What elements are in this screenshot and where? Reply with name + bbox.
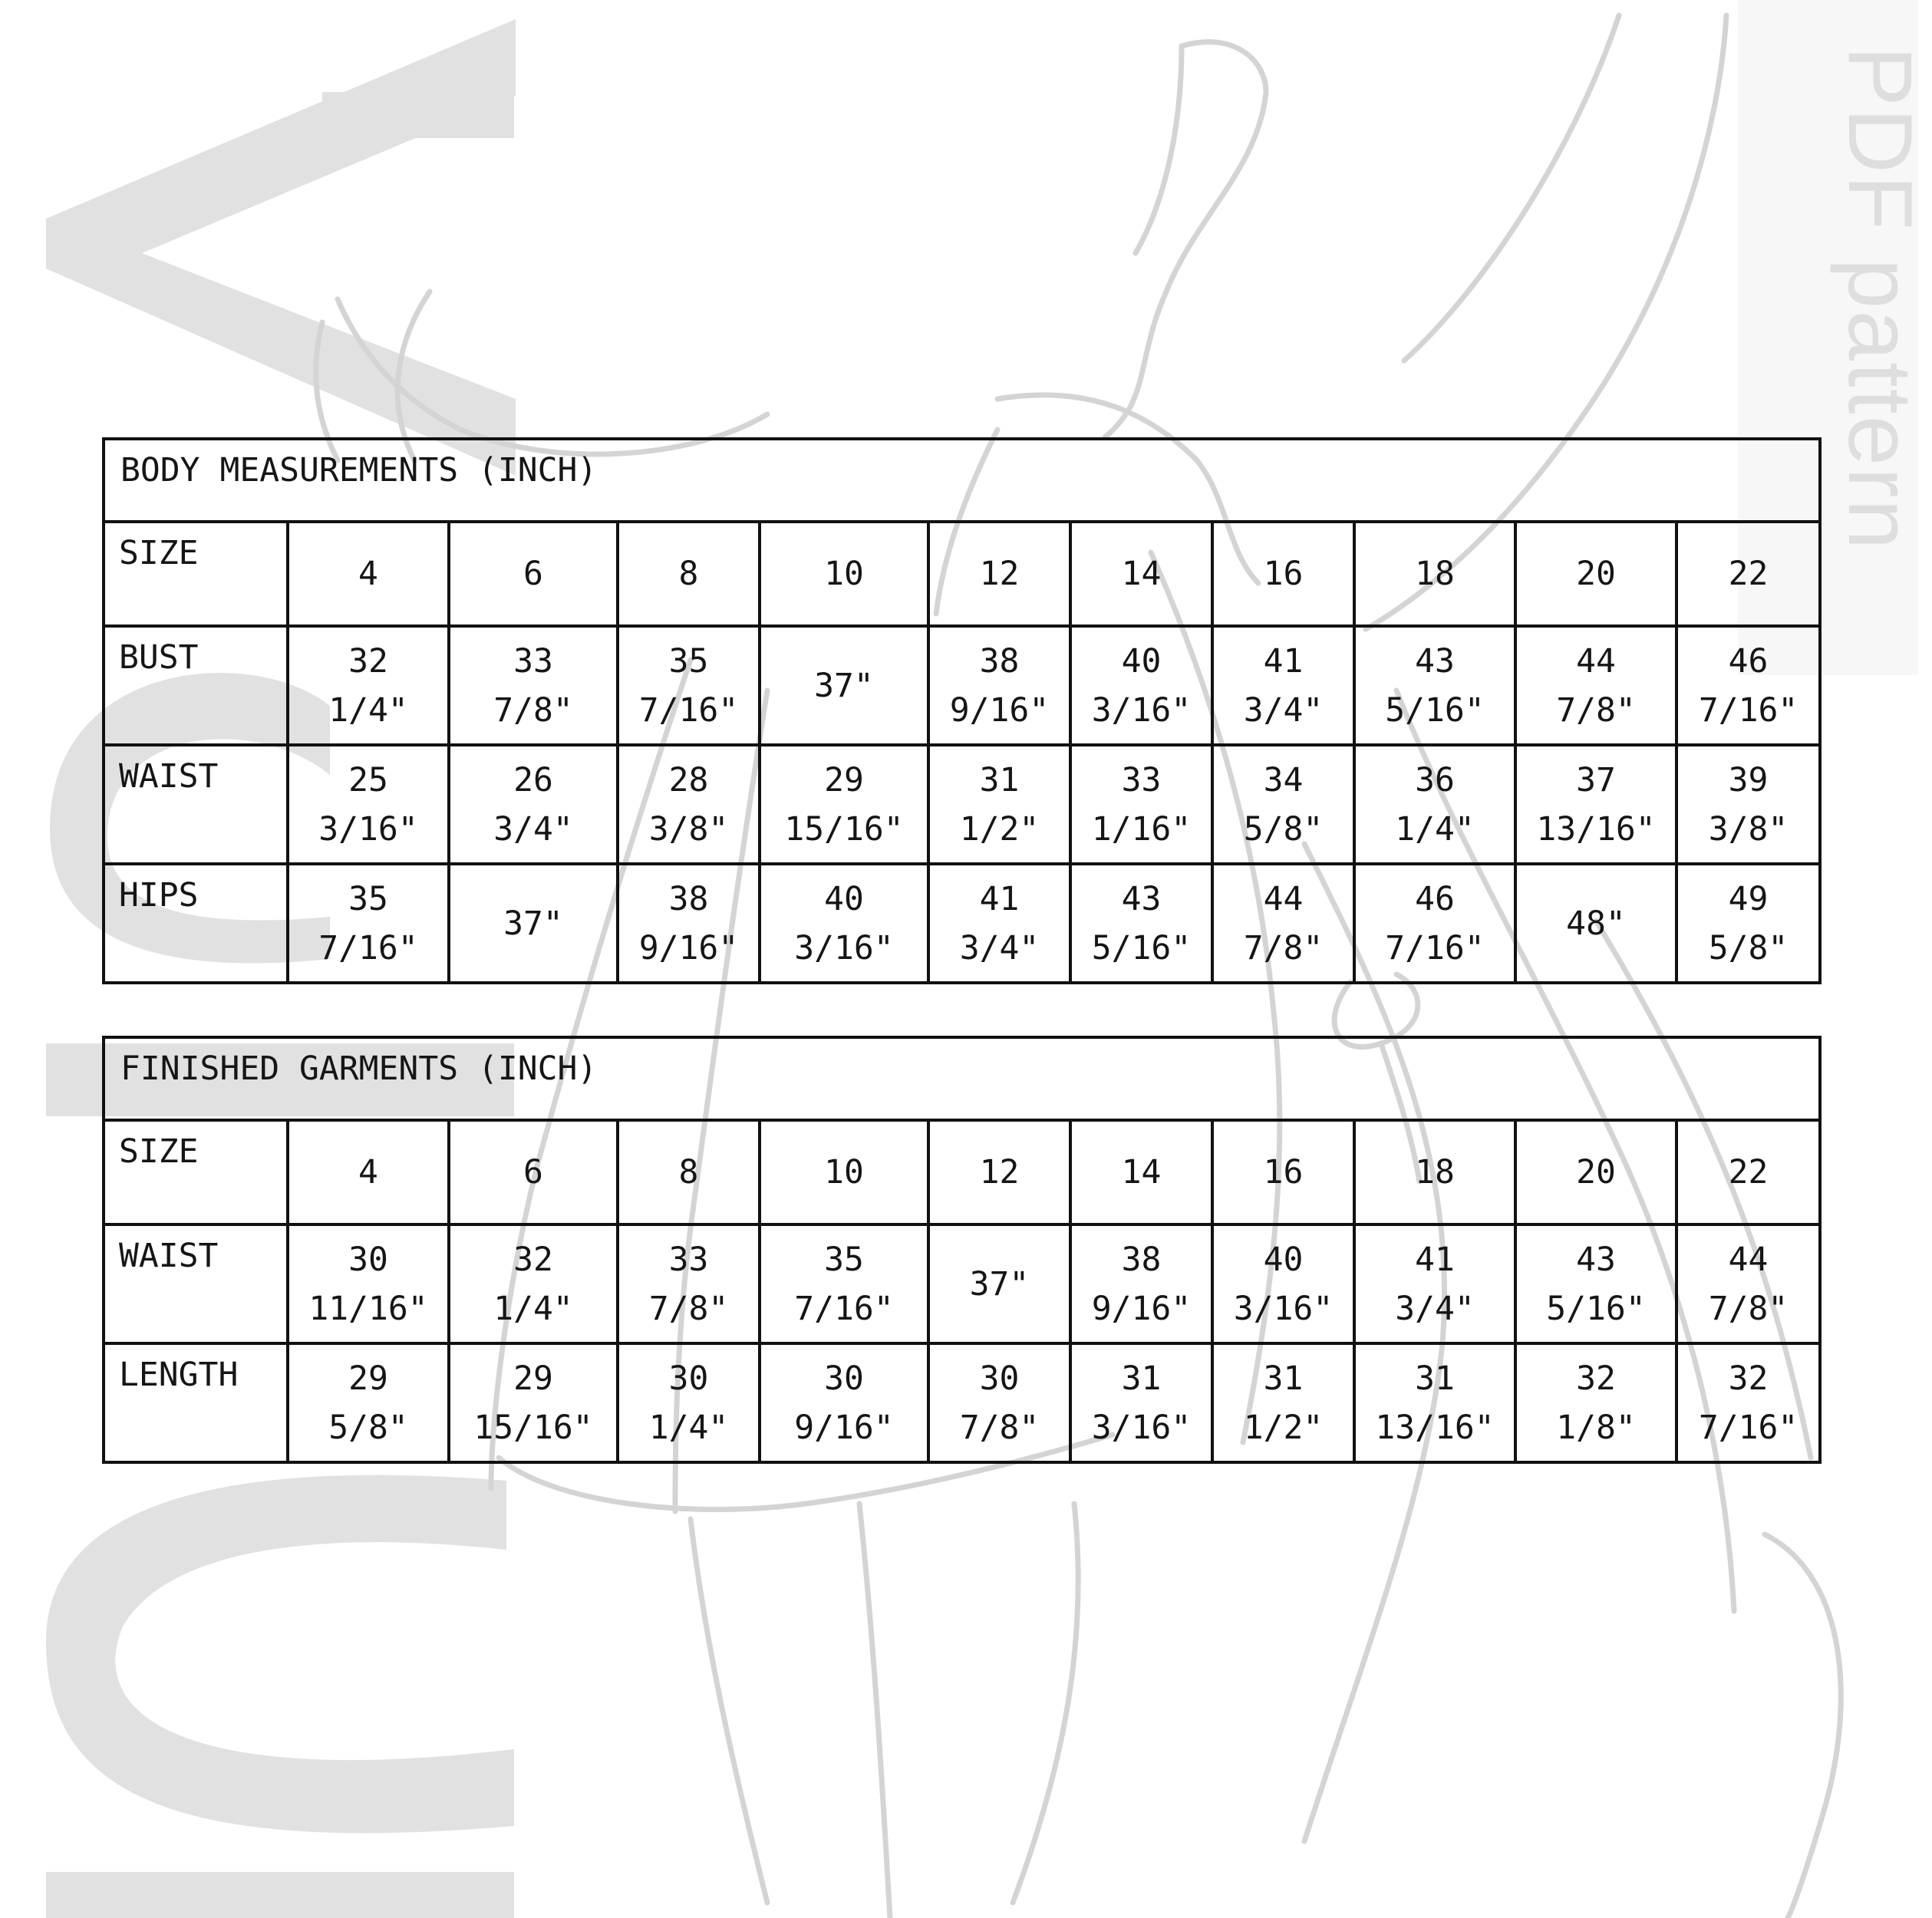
measurement-fraction: 7/16": [638, 690, 739, 730]
size-cell: 4: [288, 522, 449, 626]
measurement-fraction: 1/16": [1091, 809, 1192, 849]
measurement-fraction: 7/8": [493, 690, 573, 730]
measurement-fraction: 1/4": [493, 1289, 573, 1328]
measurement-cell: [288, 1224, 449, 1343]
measurement-fraction: 7/8": [1708, 1289, 1789, 1328]
measurement-cell: [1515, 745, 1676, 864]
measurement-cell: [288, 745, 449, 864]
measurement-fraction: 7/8": [1243, 928, 1324, 967]
size-cell: 16: [1212, 1120, 1354, 1224]
measurement-whole: 31: [1263, 1359, 1304, 1398]
measurement-cell: [1070, 1224, 1212, 1343]
measurement-fraction: 7/8": [1556, 690, 1636, 730]
measurement-fraction: 1/4": [648, 1408, 729, 1447]
measurement-whole: 36: [1415, 760, 1455, 799]
measurement-whole: 30: [348, 1240, 388, 1279]
measurement-fraction: 5/16": [1091, 928, 1192, 967]
measurement-whole: 33: [668, 1240, 709, 1279]
measurement-whole: 43: [1121, 879, 1162, 918]
measurement-whole: 43: [1576, 1240, 1616, 1279]
size-cell: 14: [1070, 522, 1212, 626]
measurement-cell: [928, 1343, 1070, 1462]
measurement-whole: 28: [668, 760, 709, 799]
measurement-cell: [1515, 1224, 1676, 1343]
measurement-whole: 48": [1566, 904, 1626, 943]
measurement-whole: 29: [824, 760, 864, 799]
measurement-whole: 40: [1263, 1240, 1304, 1279]
letter-p-shape: [46, 1872, 514, 1918]
size-cell: 20: [1515, 522, 1676, 626]
measurement-cell: [288, 626, 449, 745]
watermark-text: PDF pattern: [1829, 46, 1930, 552]
size-cell: 6: [449, 1120, 618, 1224]
measurement-fraction: 9/16": [794, 1408, 894, 1447]
measurement-whole: 32: [1728, 1359, 1769, 1398]
size-cell: 18: [1354, 522, 1515, 626]
measurement-fraction: 3/16": [1091, 690, 1192, 730]
measurement-fraction: 3/16": [1091, 1408, 1192, 1447]
size-cell: 22: [1676, 1120, 1820, 1224]
measurement-fraction: 1/8": [1556, 1408, 1636, 1447]
measurement-fraction: 3/16": [794, 928, 894, 967]
measurement-whole: 32: [1576, 1359, 1616, 1398]
measurement-fraction: 5/8": [328, 1408, 408, 1447]
measurement-whole: 46: [1415, 879, 1455, 918]
measurement-cell: [1676, 745, 1820, 864]
measurement-fraction: 7/16": [318, 928, 418, 967]
table-row: [104, 626, 1820, 745]
letter-c-shape: [46, 1475, 514, 1834]
measurement-cell: [1354, 626, 1515, 745]
measurement-cell: [1515, 626, 1676, 745]
measurement-cell: [1354, 745, 1515, 864]
measurement-fraction: 1/2": [1243, 1408, 1324, 1447]
measurement-whole: 32: [348, 641, 388, 681]
measurement-fraction: 3/16": [1233, 1289, 1334, 1328]
measurement-fraction: 5/16": [1546, 1289, 1646, 1328]
table-row: [104, 1343, 1820, 1462]
measurement-cell: [449, 745, 618, 864]
measurement-cell: [1676, 864, 1820, 983]
measurement-whole: 37": [503, 904, 563, 943]
measurement-whole: 31: [979, 760, 1020, 799]
measurement-cell: [1676, 1224, 1820, 1343]
size-cell: 16: [1212, 522, 1354, 626]
measurement-whole: 40: [824, 879, 864, 918]
measurement-fraction: 3/4": [493, 809, 573, 849]
measurement-cell: [1212, 864, 1354, 983]
measurement-whole: 49: [1728, 879, 1769, 918]
measurement-cell: [618, 1224, 760, 1343]
measurement-cell: [618, 745, 760, 864]
measurement-fraction: 5/8": [1708, 928, 1789, 967]
measurement-cell: [760, 1343, 928, 1462]
measurement-fraction: 13/16": [1375, 1408, 1495, 1447]
measurement-cell: [928, 626, 1070, 745]
measurement-cell: [1515, 864, 1676, 983]
measurement-whole: 35: [668, 641, 709, 681]
measurement-whole: 37": [814, 666, 874, 705]
letter-a-shape: [46, 19, 516, 476]
table-title: FINISHED GARMENTS (INCH): [104, 1037, 1820, 1120]
measurement-whole: 30: [979, 1359, 1020, 1398]
measurement-cell: [760, 1224, 928, 1343]
measurement-cell: [288, 1343, 449, 1462]
table-title-row: [104, 1037, 1820, 1120]
measurement-cell: [618, 1343, 760, 1462]
measurement-cell: [288, 864, 449, 983]
measurement-whole: 31: [1415, 1359, 1455, 1398]
measurement-cell: [449, 626, 618, 745]
size-row: [104, 1120, 1820, 1224]
row-label: BUST: [104, 626, 288, 745]
measurement-cell: [618, 626, 760, 745]
size-cell: 10: [760, 522, 928, 626]
measurement-whole: 38: [1121, 1240, 1162, 1279]
size-row: [104, 522, 1820, 626]
table-title: BODY MEASUREMENTS (INCH): [104, 439, 1820, 522]
measurement-fraction: 3/8": [1708, 809, 1789, 849]
letter-a-bar: [322, 92, 514, 138]
measurement-fraction: 9/16": [638, 928, 739, 967]
measurement-fraction: 7/16": [1698, 690, 1798, 730]
measurement-whole: 30: [824, 1359, 864, 1398]
measurement-whole: 29: [348, 1359, 388, 1398]
measurement-fraction: 9/16": [949, 690, 1050, 730]
row-label: HIPS: [104, 864, 288, 983]
size-cell: 6: [449, 522, 618, 626]
measurement-cell: [1070, 1343, 1212, 1462]
measurement-whole: 38: [668, 879, 709, 918]
measurement-whole: 37: [1576, 760, 1616, 799]
size-cell: 12: [928, 522, 1070, 626]
measurement-whole: 30: [668, 1359, 709, 1398]
body-measurements-table: [102, 437, 1822, 984]
measurement-whole: 32: [513, 1240, 553, 1279]
table-row: [104, 745, 1820, 864]
measurement-cell: [1354, 1343, 1515, 1462]
measurement-fraction: 5/8": [1243, 809, 1324, 849]
measurement-fraction: 7/16": [1698, 1408, 1798, 1447]
size-label: SIZE: [104, 1120, 288, 1224]
row-label: LENGTH: [104, 1343, 288, 1462]
measurement-whole: 39: [1728, 760, 1769, 799]
measurement-cell: [1676, 1343, 1820, 1462]
measurement-cell: [928, 745, 1070, 864]
measurement-whole: 44: [1576, 641, 1616, 681]
measurement-cell: [928, 1224, 1070, 1343]
measurement-whole: 41: [979, 879, 1020, 918]
size-cell: 22: [1676, 522, 1820, 626]
measurement-fraction: 5/16": [1385, 690, 1485, 730]
measurement-cell: [1515, 1343, 1676, 1462]
measurement-fraction: 7/8": [648, 1289, 729, 1328]
measurement-fraction: 1/2": [959, 809, 1040, 849]
measurement-cell: [1354, 864, 1515, 983]
measurement-whole: 26: [513, 760, 553, 799]
measurement-cell: [1070, 745, 1212, 864]
size-cell: 4: [288, 1120, 449, 1224]
measurement-cell: [1354, 1224, 1515, 1343]
measurement-cell: [449, 1343, 618, 1462]
measurement-whole: 25: [348, 760, 388, 799]
table-row: [104, 864, 1820, 983]
table-row: [104, 1224, 1820, 1343]
size-cell: 10: [760, 1120, 928, 1224]
measurement-fraction: 7/16": [1385, 928, 1485, 967]
measurement-whole: 43: [1415, 641, 1455, 681]
measurement-whole: 34: [1263, 760, 1304, 799]
measurement-fraction: 3/16": [318, 809, 418, 849]
measurement-fraction: 3/4": [959, 928, 1040, 967]
measurement-whole: 41: [1415, 1240, 1455, 1279]
size-cell: 20: [1515, 1120, 1676, 1224]
measurement-cell: [1212, 626, 1354, 745]
measurement-fraction: 15/16": [784, 809, 904, 849]
measurement-fraction: 7/8": [959, 1408, 1040, 1447]
measurement-whole: 38: [979, 641, 1020, 681]
size-cell: 14: [1070, 1120, 1212, 1224]
size-cell: 18: [1354, 1120, 1515, 1224]
measurement-cell: [449, 864, 618, 983]
measurement-cell: [760, 745, 928, 864]
measurement-cell: [1070, 864, 1212, 983]
measurement-cell: [1676, 626, 1820, 745]
measurement-whole: 37": [969, 1264, 1030, 1303]
finished-garments-table: [102, 1036, 1822, 1464]
size-cell: 12: [928, 1120, 1070, 1224]
size-cell: 8: [618, 1120, 760, 1224]
measurement-cell: [760, 626, 928, 745]
measurement-cell: [1070, 626, 1212, 745]
size-cell: 8: [618, 522, 760, 626]
measurement-fraction: 3/4": [1243, 690, 1324, 730]
measurement-cell: [760, 864, 928, 983]
measurement-fraction: 1/4": [1395, 809, 1475, 849]
measurement-cell: [928, 864, 1070, 983]
measurement-fraction: 15/16": [473, 1408, 593, 1447]
measurement-cell: [618, 864, 760, 983]
size-label: SIZE: [104, 522, 288, 626]
measurement-whole: 29: [513, 1359, 553, 1398]
measurement-whole: 44: [1728, 1240, 1769, 1279]
measurement-fraction: 3/8": [648, 809, 729, 849]
measurement-fraction: 7/16": [794, 1289, 894, 1328]
row-label: WAIST: [104, 1224, 288, 1343]
measurement-fraction: 9/16": [1091, 1289, 1192, 1328]
measurement-cell: [449, 1224, 618, 1343]
measurement-cell: [1212, 1224, 1354, 1343]
row-label: WAIST: [104, 745, 288, 864]
measurement-cell: [1212, 1343, 1354, 1462]
measurement-fraction: 3/4": [1395, 1289, 1475, 1328]
measurement-whole: 33: [513, 641, 553, 681]
measurement-whole: 35: [824, 1240, 864, 1279]
measurement-whole: 31: [1121, 1359, 1162, 1398]
measurement-whole: 46: [1728, 641, 1769, 681]
measurement-whole: 41: [1263, 641, 1304, 681]
measurement-whole: 35: [348, 879, 388, 918]
measurement-whole: 44: [1263, 879, 1304, 918]
measurement-fraction: 11/16": [308, 1289, 428, 1328]
measurement-whole: 40: [1121, 641, 1162, 681]
table-title-row: [104, 439, 1820, 522]
measurement-whole: 33: [1121, 760, 1162, 799]
measurement-fraction: 1/4": [328, 690, 408, 730]
measurement-cell: [1212, 745, 1354, 864]
measurement-fraction: 13/16": [1536, 809, 1656, 849]
